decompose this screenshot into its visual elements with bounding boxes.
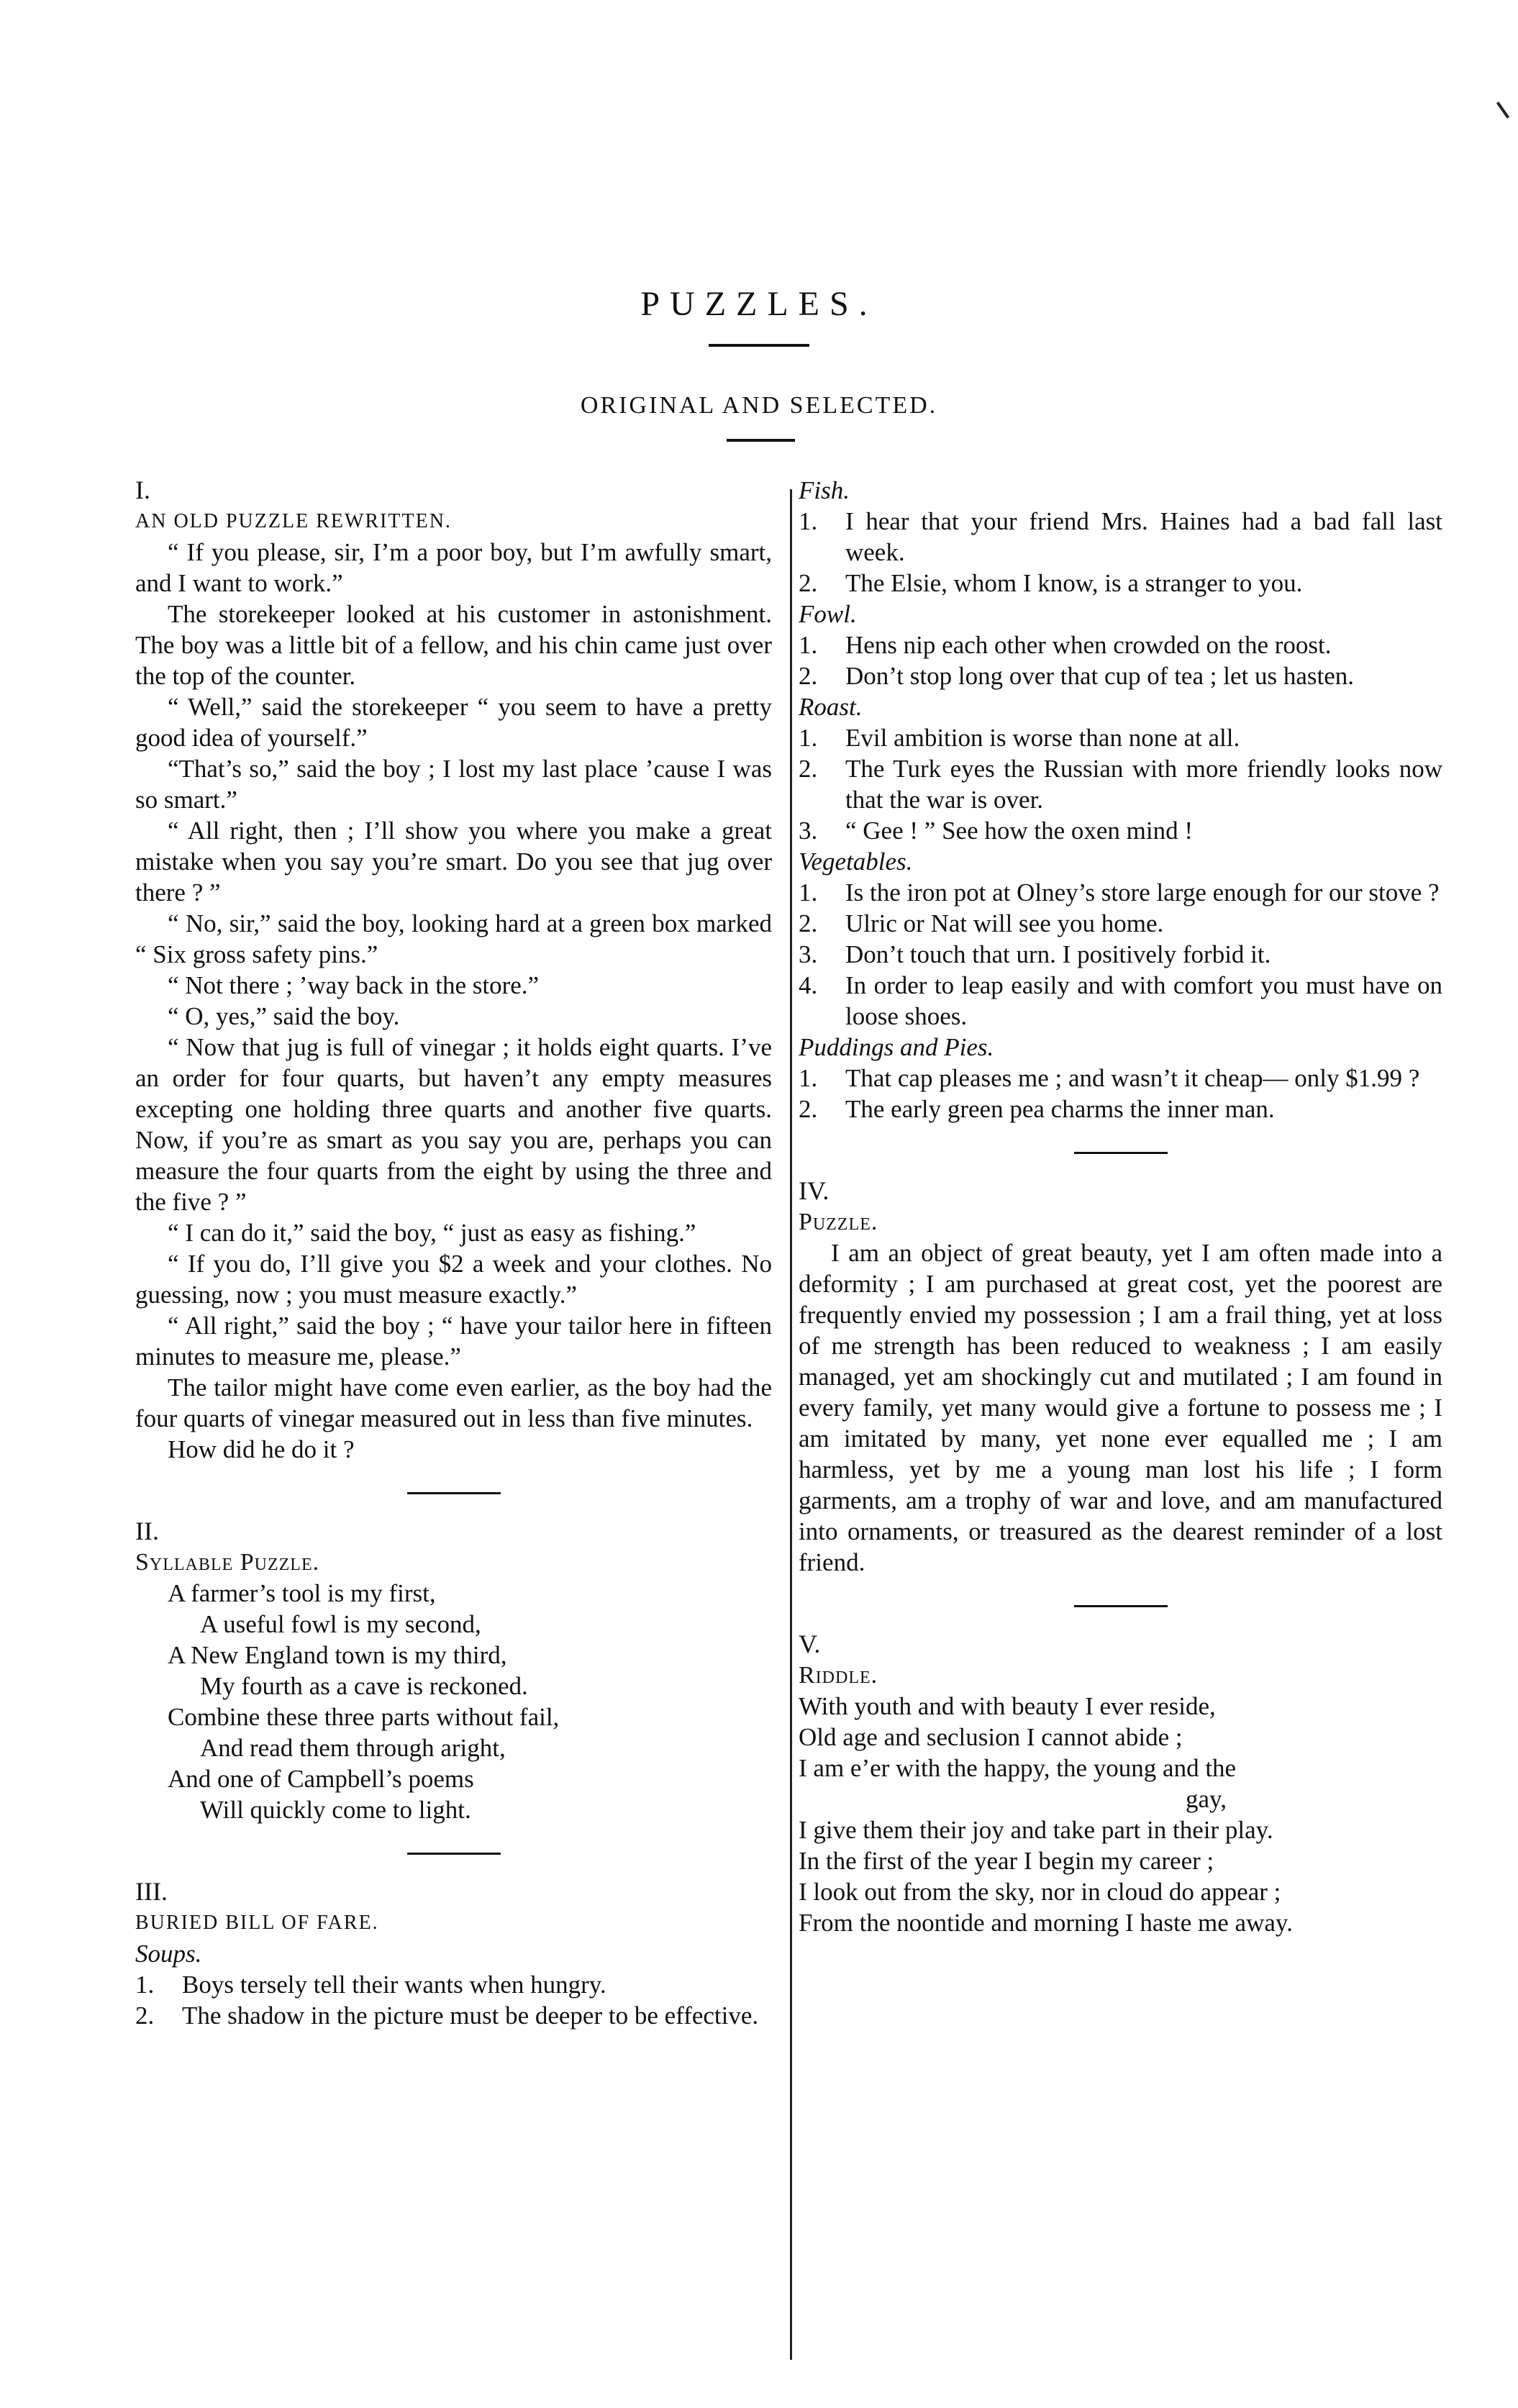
story-paragraph: The tailor might have come even earlier, as the boy had the four quarts of vinegar measured out in less than five minutes. bbox=[135, 1373, 772, 1432]
verse-line: Old age and seclusion I cannot abide ; bbox=[799, 1723, 1183, 1751]
page-subtitle: ORIGINAL AND SELECTED. bbox=[580, 392, 938, 419]
soups-list bbox=[135, 1969, 772, 2031]
list-item: 2. The early green pea charms the inner man. bbox=[799, 1095, 1275, 1123]
section-4-numeral: IV. bbox=[799, 1176, 830, 1205]
section-5-heading: Riddle. bbox=[799, 1662, 878, 1689]
right-column bbox=[799, 475, 1442, 1938]
list-item: 2. Don’t stop long over that cup of tea ; let us hasten. bbox=[799, 662, 1354, 690]
section-separator bbox=[1074, 1152, 1168, 1154]
roast-label: Roast. bbox=[799, 693, 863, 721]
section-separator bbox=[1074, 1605, 1168, 1607]
vegetables-list bbox=[799, 877, 1442, 1032]
list-item: 3. “ Gee ! ” See how the oxen mind ! bbox=[799, 817, 1194, 845]
verse-line: My fourth as a cave is reckoned. bbox=[200, 1672, 528, 1700]
title-rule bbox=[709, 344, 809, 347]
story-paragraph: “ All right,” said the boy ; “ have your tailor here in fifteen minutes to measure me, please.” bbox=[135, 1312, 772, 1371]
list-item: 1. Is the iron pot at Olney’s store large enough for our stove ? bbox=[799, 878, 1440, 907]
fish-label: Fish. bbox=[799, 476, 850, 504]
story-paragraph: “That’s so,” said the boy ; I lost my last place ’cause I was so smart.” bbox=[135, 755, 772, 814]
section-2-numeral: II. bbox=[135, 1517, 159, 1545]
story-paragraph: “ If you do, I’ll give you $2 a week and your clothes. No guessing, now ; you must measure exactly.” bbox=[135, 1250, 772, 1309]
list-item: 1. Hens nip each other when crowded on the roost. bbox=[799, 631, 1332, 659]
list-item: 2. The shadow in the picture must be deeper to be effective. bbox=[135, 2002, 759, 2030]
fish-list bbox=[799, 506, 1442, 599]
page-title: PUZZLES. bbox=[640, 285, 878, 323]
puddings-label: Puddings and Pies. bbox=[799, 1033, 994, 1061]
story-paragraph: “ I can do it,” said the boy, “ just as easy as fishing.” bbox=[168, 1219, 696, 1247]
story-paragraph: “ All right, then ; I’ll show you where you make a great mistake when you say you’re smart. Do you see that jug over there ? ” bbox=[135, 817, 772, 907]
story-paragraph: “ If you please, sir, I’m a poor boy, but I’m awfully smart, and I want to work.” bbox=[135, 538, 772, 597]
verse-line: Combine these three parts without fail, bbox=[168, 1703, 560, 1731]
fowl-list bbox=[799, 630, 1442, 691]
section-separator bbox=[407, 1492, 501, 1494]
riddle-verse bbox=[799, 1691, 1442, 1938]
roast-list bbox=[799, 722, 1442, 846]
verse-line: From the noontide and morning I haste me away. bbox=[799, 1909, 1293, 1937]
list-item: 1. I hear that your friend Mrs. Haines had a bad fall last week. bbox=[799, 507, 1442, 566]
fowl-label: Fowl. bbox=[799, 600, 857, 628]
section-1-heading: AN OLD PUZZLE REWRITTEN. bbox=[135, 510, 452, 532]
verse-line: With youth and with beauty I ever reside, bbox=[799, 1692, 1216, 1720]
section-5-numeral: V. bbox=[799, 1630, 821, 1658]
verse-line: And one of Campbell’s poems bbox=[168, 1765, 474, 1793]
verse-line: A useful fowl is my second, bbox=[200, 1610, 481, 1638]
section-2-heading: Syllable Puzzle. bbox=[135, 1549, 320, 1576]
column-divider bbox=[790, 489, 792, 2360]
verse-line: Will quickly come to light. bbox=[200, 1796, 471, 1824]
vegetables-label: Vegetables. bbox=[799, 848, 913, 876]
soups-label: Soups. bbox=[135, 1940, 202, 1968]
story-question: How did he do it ? bbox=[168, 1435, 355, 1463]
story-paragraph: “ No, sir,” said the boy, looking hard at a green box marked “ Six gross safety pins.” bbox=[135, 909, 772, 968]
list-item: 3. Don’t touch that urn. I positively forbid it. bbox=[799, 940, 1271, 968]
story-paragraph: The storekeeper looked at his customer in astonishment. The boy was a little bit of a fellow, and his chin came just over the top of the counter. bbox=[135, 600, 772, 690]
list-item: 2. Ulric or Nat will see you home. bbox=[799, 909, 1164, 937]
verse-line: I am e’er with the happy, the young and the bbox=[799, 1754, 1237, 1782]
list-item: 2. The Elsie, whom I know, is a stranger to you. bbox=[799, 569, 1303, 597]
verse-line: A New England town is my third, bbox=[168, 1641, 507, 1669]
list-item: 4. In order to leap easily and with comfort you must have on loose shoes. bbox=[799, 971, 1442, 1030]
verse-line: And read them through aright, bbox=[200, 1734, 506, 1762]
verse-line: gay, bbox=[1185, 1785, 1227, 1813]
verse-line: I look out from the sky, nor in cloud do appear ; bbox=[799, 1878, 1281, 1906]
puddings-list bbox=[799, 1063, 1442, 1125]
list-item: 1. Evil ambition is worse than none at all. bbox=[799, 724, 1240, 752]
verse-line: A farmer’s tool is my first, bbox=[168, 1579, 436, 1607]
list-item: 1. Boys tersely tell their wants when hungry. bbox=[135, 1971, 606, 1999]
puzzle-text: I am an object of great beauty, yet I am often made into a deformity ; I am purchased at great cost, yet the poorest are frequently envied my possession ; I am a frail thing, yet at loss of me strength has been reduced to weakness ; I am easily managed, yet am shockingly cut and mutilated ; I am found in every family, yet many would give a fortune to possess me ; I am imitated by many, yet none ever equalled me ; I am harmless, yet by me a young man lost his life ; I form garments, am a trophy of war and love, and am manufactured into ornaments, or treasured as the dearest reminder of a lost friend. bbox=[799, 1239, 1442, 1576]
section-separator bbox=[407, 1853, 501, 1855]
story-paragraph: “ Now that jug is full of vinegar ; it holds eight quarts. I’ve an order for four quarts, but haven’t any empty measures excepting one holding three quarts and another five quarts. Now, if you’re as smart as you say you are, perhaps you can measure the four quarts from the eight by using the three and the five ? ” bbox=[135, 1033, 772, 1216]
section-3-numeral: III. bbox=[135, 1877, 168, 1906]
subtitle-rule bbox=[727, 439, 795, 442]
story-paragraph: “ Well,” said the storekeeper “ you seem to have a pretty good idea of yourself.” bbox=[135, 693, 772, 752]
section-1-numeral: I. bbox=[135, 476, 150, 504]
section-3-heading: BURIED BILL OF FARE. bbox=[135, 1912, 379, 1934]
verse-line: In the first of the year I begin my career ; bbox=[799, 1847, 1214, 1875]
list-item: 1. That cap pleases me ; and wasn’t it cheap— only $1.99 ? bbox=[799, 1064, 1420, 1092]
stray-mark bbox=[1496, 101, 1509, 119]
syllable-puzzle-verse bbox=[135, 1578, 772, 1825]
story-paragraph: “ O, yes,” said the boy. bbox=[168, 1002, 400, 1030]
section-4-heading: Puzzle. bbox=[799, 1209, 878, 1235]
list-item: 2. The Turk eyes the Russian with more friendly looks now that the war is over. bbox=[799, 755, 1442, 814]
verse-line: I give them their joy and take part in their play. bbox=[799, 1816, 1273, 1844]
story-paragraph: “ Not there ; ’way back in the store.” bbox=[168, 971, 540, 999]
left-column bbox=[135, 475, 772, 2031]
